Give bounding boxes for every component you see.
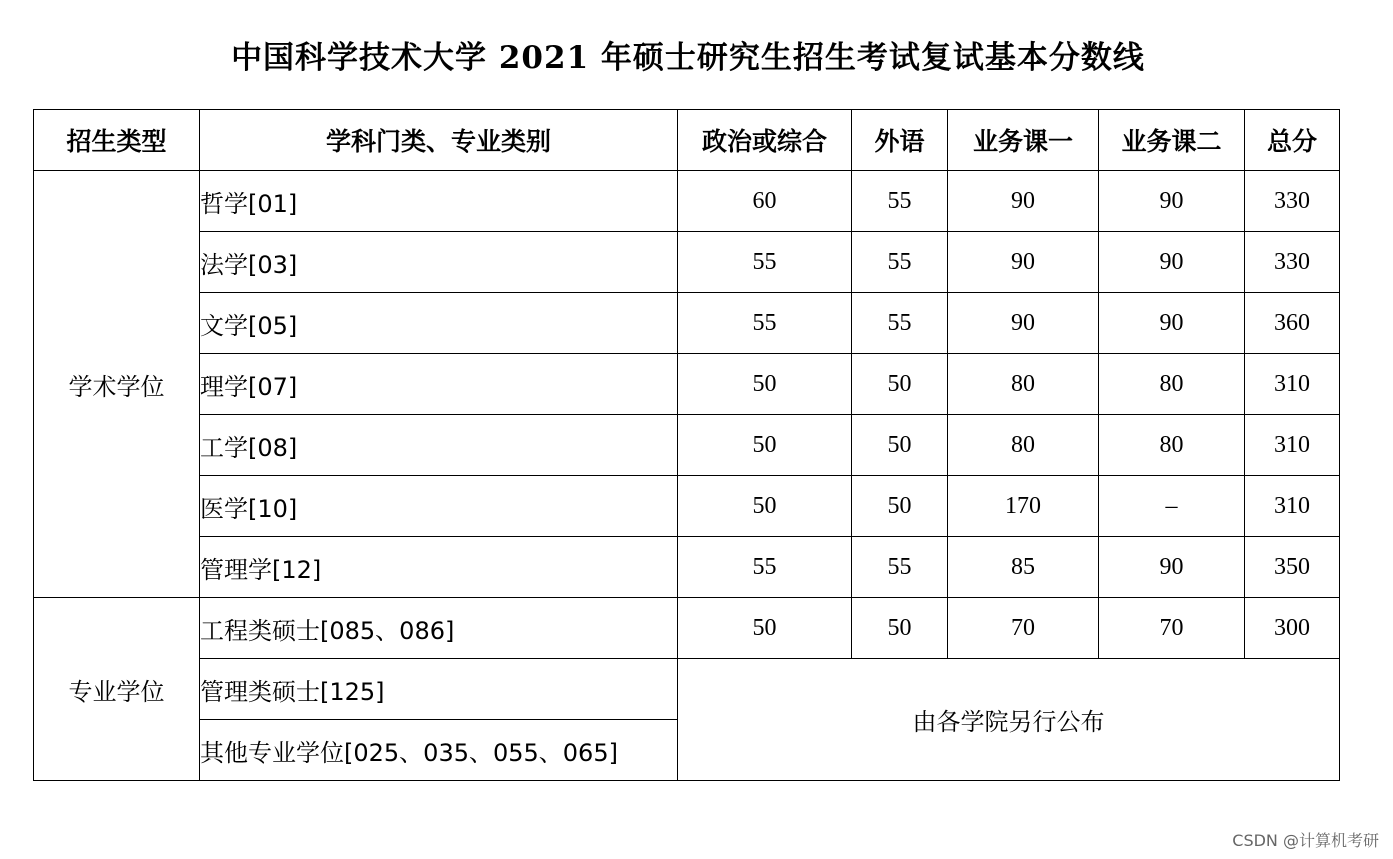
- total-cell: 330: [1245, 232, 1340, 293]
- table-row: [34, 293, 1340, 354]
- table-row: [34, 476, 1340, 537]
- score-cell: 90: [948, 232, 1099, 293]
- header-cell: 外语: [852, 110, 948, 171]
- header-cell: 业务课一: [948, 110, 1099, 171]
- score-cell: 55: [678, 537, 852, 598]
- header-row: [34, 110, 1340, 171]
- total-cell: 350: [1245, 537, 1340, 598]
- header-cell: 招生类型: [34, 110, 200, 171]
- score-cell: 90: [1099, 537, 1245, 598]
- subject-cell: 管理类硕士[125]: [200, 659, 678, 720]
- header-cell: 学科门类、专业类别: [200, 110, 678, 171]
- total-cell: 310: [1245, 476, 1340, 537]
- score-cell: 50: [852, 354, 948, 415]
- score-cell: 70: [1099, 598, 1245, 659]
- score-cell: 90: [948, 293, 1099, 354]
- score-cell: 170: [948, 476, 1099, 537]
- score-cell: 85: [948, 537, 1099, 598]
- score-cell: 50: [678, 598, 852, 659]
- score-cell: 90: [1099, 293, 1245, 354]
- total-cell: 300: [1245, 598, 1340, 659]
- score-cell: 60: [678, 171, 852, 232]
- page-title: 中国科学技术大学 2021 年硕士研究生招生考试复试基本分数线: [231, 40, 1145, 76]
- table-row: [34, 171, 1340, 232]
- score-cell: 55: [678, 232, 852, 293]
- score-cell: 50: [852, 598, 948, 659]
- total-cell: 310: [1245, 415, 1340, 476]
- subject-cell: 管理学[12]: [200, 537, 678, 598]
- subject-cell: 工程类硕士[085、086]: [200, 598, 678, 659]
- table-row: [34, 354, 1340, 415]
- total-cell: 330: [1245, 171, 1340, 232]
- subject-cell: 理学[07]: [200, 354, 678, 415]
- subject-cell: 医学[10]: [200, 476, 678, 537]
- score-cell: 50: [678, 476, 852, 537]
- header-cell: 总分: [1245, 110, 1340, 171]
- score-cell: 50: [678, 354, 852, 415]
- score-cell: 70: [948, 598, 1099, 659]
- table-row: [34, 415, 1340, 476]
- score-cell: –: [1099, 476, 1245, 537]
- subject-cell: 文学[05]: [200, 293, 678, 354]
- header-cell: 业务课二: [1099, 110, 1245, 171]
- table-row: [34, 537, 1340, 598]
- score-cell: 55: [852, 232, 948, 293]
- degree-type-academic: 学术学位: [34, 171, 200, 598]
- subject-cell: 法学[03]: [200, 232, 678, 293]
- degree-type-professional: 专业学位: [34, 598, 200, 781]
- score-cell: 90: [1099, 171, 1245, 232]
- subject-cell: 其他专业学位[025、035、055、065]: [200, 720, 678, 781]
- table-row: [34, 598, 1340, 659]
- announcement-note: 由各学院另行公布: [678, 659, 1340, 781]
- score-cell: 80: [1099, 415, 1245, 476]
- score-table: [33, 109, 1340, 781]
- total-cell: 360: [1245, 293, 1340, 354]
- score-cell: 55: [852, 171, 948, 232]
- score-cell: 55: [852, 293, 948, 354]
- score-cell: 80: [1099, 354, 1245, 415]
- total-cell: 310: [1245, 354, 1340, 415]
- score-cell: 55: [852, 537, 948, 598]
- table-row: [34, 659, 1340, 720]
- score-cell: 50: [852, 415, 948, 476]
- score-cell: 80: [948, 354, 1099, 415]
- header-cell: 政治或综合: [678, 110, 852, 171]
- watermark: CSDN @计算机考研: [1232, 831, 1379, 850]
- score-cell: 90: [948, 171, 1099, 232]
- table-row: [34, 232, 1340, 293]
- score-cell: 90: [1099, 232, 1245, 293]
- score-cell: 55: [678, 293, 852, 354]
- score-cell: 50: [852, 476, 948, 537]
- subject-cell: 工学[08]: [200, 415, 678, 476]
- score-cell: 50: [678, 415, 852, 476]
- score-cell: 80: [948, 415, 1099, 476]
- subject-cell: 哲学[01]: [200, 171, 678, 232]
